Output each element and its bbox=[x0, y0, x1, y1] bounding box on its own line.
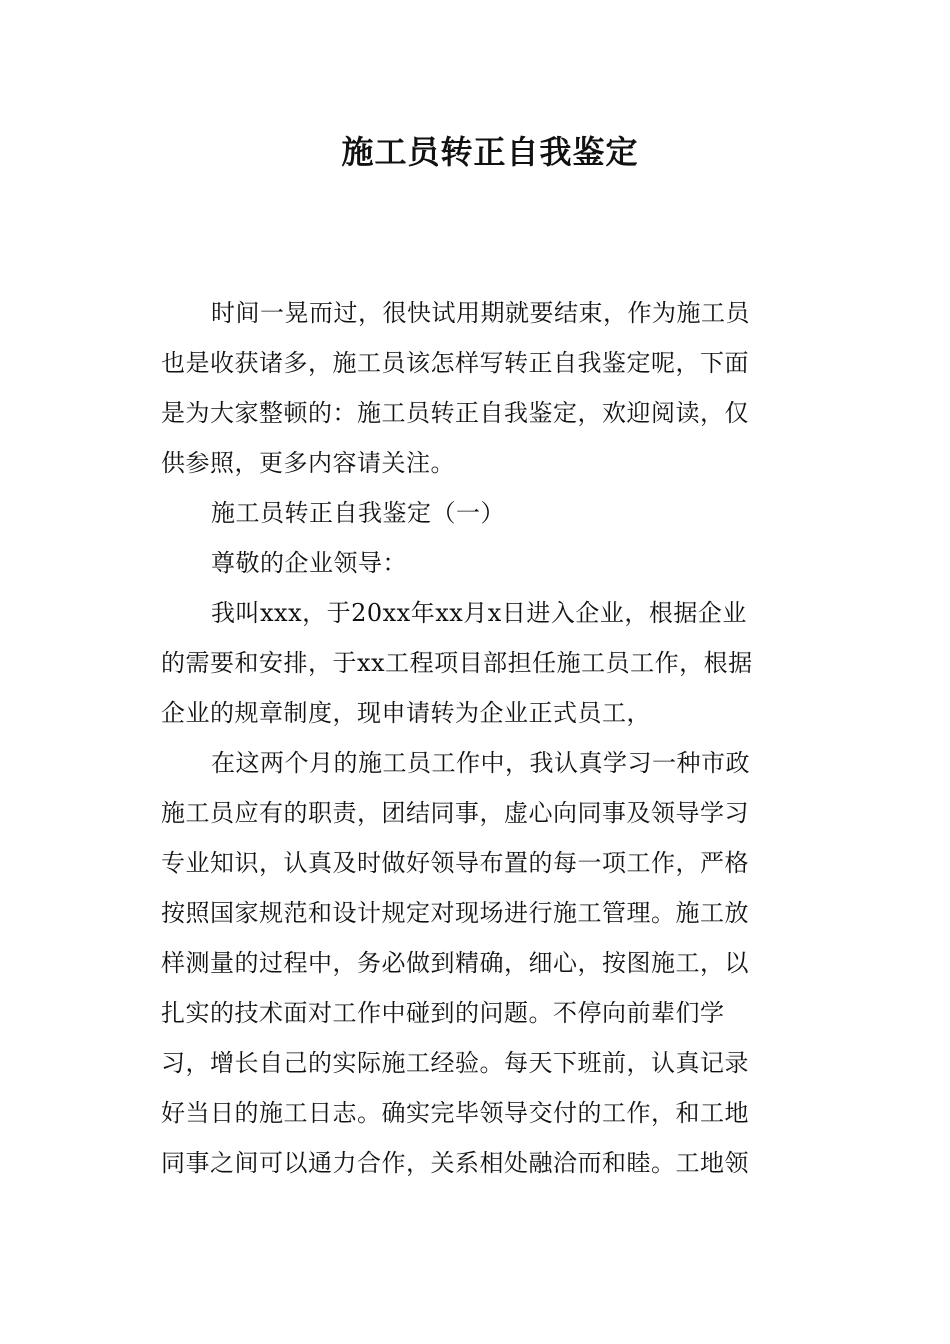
paragraph-line: 施工员应有的职责，团结同事，虚心向同事及领导学习 bbox=[161, 799, 749, 827]
paragraph-line: 也是收获诸多，施工员该怎样写转正自我鉴定呢，下面 bbox=[161, 349, 749, 377]
salutation: 尊敬的企业领导： bbox=[211, 549, 407, 577]
document-title: 施工员转正自我鉴定 bbox=[341, 133, 639, 171]
section-heading: 施工员转正自我鉴定（一） bbox=[211, 499, 505, 527]
paragraph-line: 专业知识，认真及时做好领导布置的每一项工作，严格 bbox=[161, 849, 749, 877]
paragraph-line: 企业的规章制度，现申请转为企业正式员工， bbox=[161, 699, 651, 727]
paragraph-line: 我叫xxx，于20xx年xx月x日进入企业，根据企业 bbox=[211, 599, 747, 627]
paragraph-line: 同事之间可以通力合作，关系相处融洽而和睦。工地领 bbox=[161, 1149, 749, 1177]
paragraph-line: 的需要和安排，于xx工程项目部担任施工员工作，根据 bbox=[161, 649, 753, 677]
document-body bbox=[161, 288, 783, 1188]
paragraph-line: 是为大家整顿的：施工员转正自我鉴定，欢迎阅读，仅 bbox=[161, 399, 749, 427]
paragraph-line: 习，增长自己的实际施工经验。每天下班前，认真记录 bbox=[161, 1049, 749, 1077]
paragraph-line: 样测量的过程中，务必做到精确，细心，按图施工，以 bbox=[161, 949, 749, 977]
paragraph-line: 供参照，更多内容请关注。 bbox=[161, 449, 455, 477]
paragraph-line: 在这两个月的施工员工作中，我认真学习一种市政 bbox=[211, 749, 750, 777]
paragraph-line: 时间一晃而过，很快试用期就要结束，作为施工员 bbox=[211, 299, 750, 327]
paragraph-line: 好当日的施工日志。确实完毕领导交付的工作，和工地 bbox=[161, 1099, 749, 1127]
paragraph-line: 按照国家规范和设计规定对现场进行施工管理。施工放 bbox=[161, 899, 749, 927]
paragraph-line: 扎实的技术面对工作中碰到的问题。不停向前辈们学 bbox=[161, 999, 725, 1027]
